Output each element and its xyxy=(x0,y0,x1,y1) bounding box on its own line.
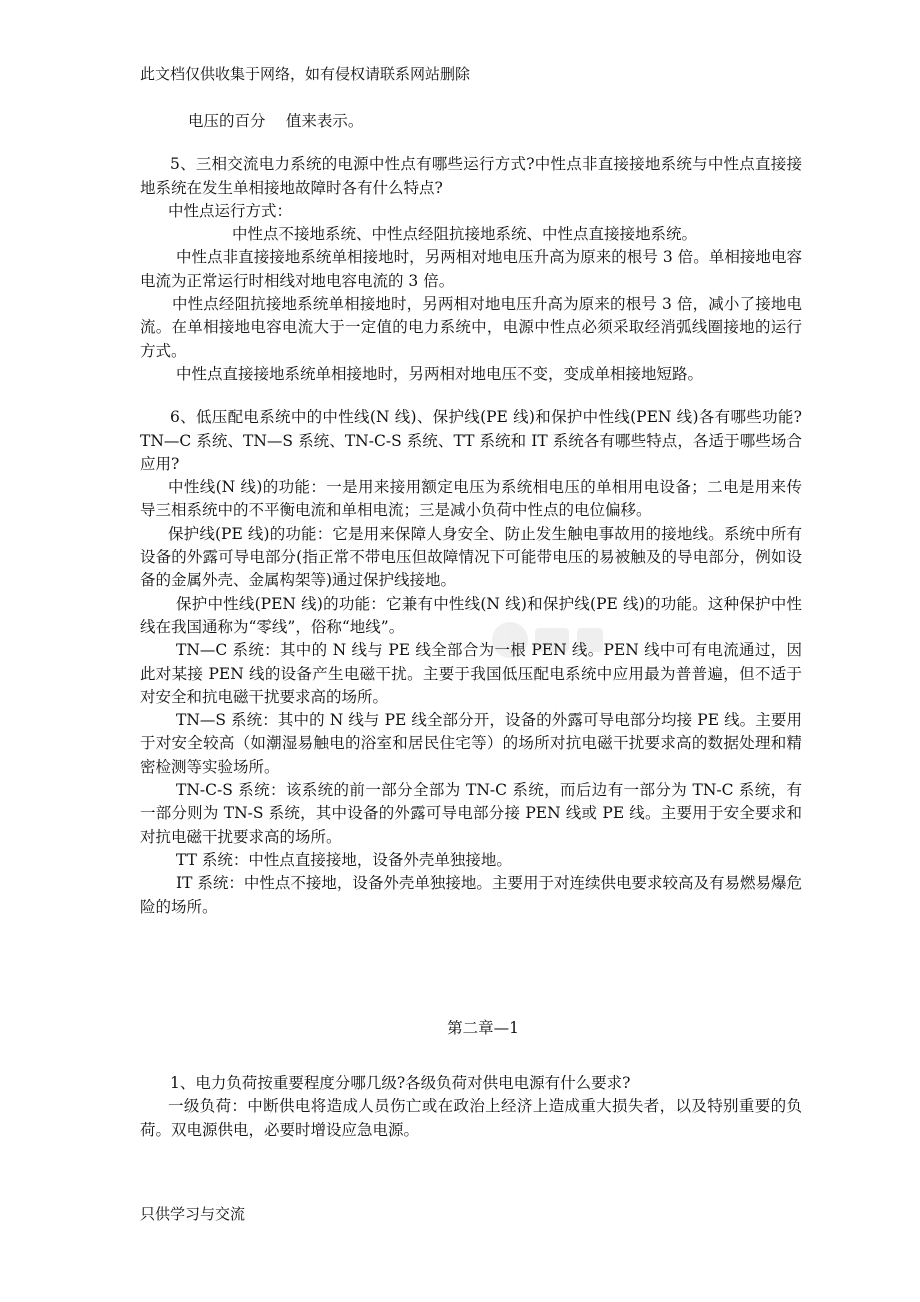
tn-c-s-system: TN-C-S 系统：该系统的前一部分全部为 TN-C 系统，而后边有一部分为 TN-C 系统，有一部分则为 TN-S 系统，其中设备的外露可导电部分接 PEN 线或 PE 线。主要用于安全要求和对抗电磁干扰要求高的场所。 xyxy=(140,781,802,846)
chapter2-question-1: 1、电力负荷按重要程度分哪几级?各级负荷对供电电源有什么要求? xyxy=(170,1074,631,1093)
it-system: IT 系统：中性点不接地，设备外壳单独接地。主要用于对连续供电要求较高及有易燃易爆危险的场所。 xyxy=(140,874,802,916)
n-line-function: 中性线(N 线)的功能：一是用来接用额定电压为系统相电压的单相用电设备；二电是用来传导三相系统中的不平衡电流和单相电流；三是减小负荷中性点的电位偏移。 xyxy=(140,478,802,520)
q5-modes: 中性点不接地系统、中性点经阻抗接地系统、中性点直接接地系统。 xyxy=(232,225,698,244)
q5-paragraph-3: 中性点直接接地系统单相接地时，另两相对地电压不变，变成单相接地短路。 xyxy=(176,364,704,383)
q5-label: 中性点运行方式： xyxy=(168,201,293,220)
tn-s-system: TN—S 系统：其中的 N 线与 PE 线全部分开，设备的外露可导电部分均接 PE 线。主要用于对安全较高（如潮湿易触电的浴室和居民住宅等）的场所对抗电磁干扰要求高的数据处理和精密检测等实验场所。 xyxy=(140,711,802,776)
page-header: 此文档仅供收集于网络，如有侵权请联系网站删除 xyxy=(140,65,471,83)
continued-line: 电压的百分 值来表示。 xyxy=(188,112,364,130)
q5-paragraph-1: 中性点非直接接地系统单相接地时，另两相对地电压升高为原来的根号 3 倍。单相接地电容电流为正常运行时相线对地电容电流的 3 倍。 xyxy=(140,248,802,290)
question-5: 5、三相交流电力系统的电源中性点有哪些运行方式?中性点非直接接地系统与中性点直接接地系统在发生单相接地故障时各有什么特点? xyxy=(140,155,802,197)
pen-line-function: 保护中性线(PEN 线)的功能：它兼有中性线(N 线)和保护线(PE 线)的功能。这种保护中性线在我国通称为“零线”，俗称“地线”。 xyxy=(140,594,802,636)
first-level-load: 一级负荷：中断供电将造成人员伤亡或在政治上经济上造成重大损失者，以及特别重要的负荷。双电源供电，必要时增设应急电源。 xyxy=(140,1097,802,1139)
page-footer: 只供学习与交流 xyxy=(140,1205,246,1223)
chapter-heading: 第二章—1 xyxy=(447,1018,519,1037)
tt-system: TT 系统：中性点直接接地，设备外壳单独接地。 xyxy=(176,850,512,869)
question-6: 6、低压配电系统中的中性线(N 线)、保护线(PE 线)和保护中性线(PEN 线)各有哪些功能? TN—C 系统、TN—S 系统、TN-C-S 系统、TT 系统和 IT 系统各有哪些特点，各适于哪些场合应用? xyxy=(140,408,802,473)
document-body xyxy=(140,110,802,1142)
q5-paragraph-2: 中性点经阻抗接地系统单相接地时，另两相对地电压升高为原来的根号 3 倍，减小了接地电流。在单相接地电容电流大于一定值的电力系统中，电源中性点必须采取经消弧线圈接地的运行方式。 xyxy=(140,295,802,360)
pe-line-function: 保护线(PE 线)的功能：它是用来保障人身安全、防止发生触电事故用的接地线。系统中所有设备的外露可导电部分(指正常不带电压但故障情况下可能带电压的易被触及的导电部分，例如设备的金属外壳、金属构架等)通过保护线接地。 xyxy=(140,524,802,590)
tn-c-system: TN—C 系统：其中的 N 线与 PE 线全部合为一根 PEN 线。PEN 线中可有电流通过，因此对某接 PEN 线的设备产生电磁干扰。主要于我国低压配电系统中应用最为普普遍，但不适于对安全和抗电磁干扰要求高的场所。 xyxy=(140,641,802,706)
